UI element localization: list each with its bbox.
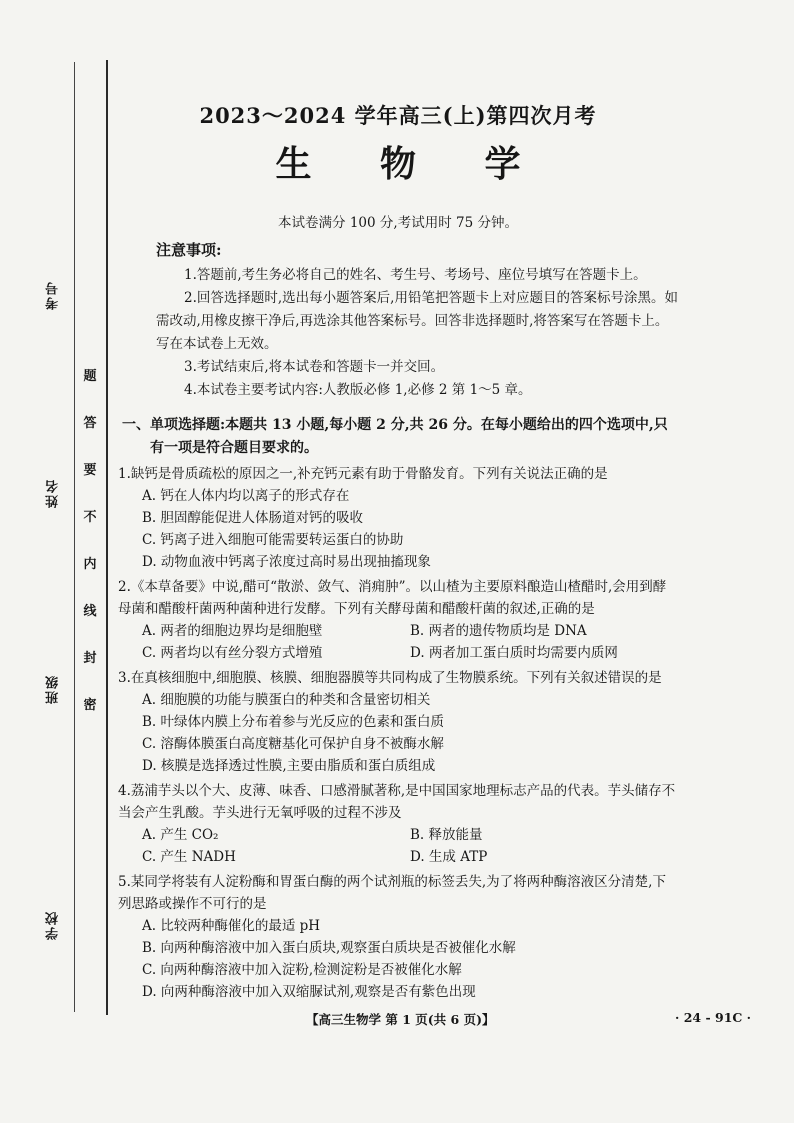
seal-char: 封 <box>83 651 97 666</box>
paper-code: · 24 - 91C · <box>675 1010 752 1025</box>
section-heading: 一、单项选择题:本题共 13 小题,每小题 2 分,共 26 分。在每小题给出的四个选项中,只有一项是符合题目要求的。 <box>122 417 668 456</box>
notice-item: 1.答题前,考生务必将自己的姓名、考生号、考场号、座位号填写在答题卡上。 <box>184 267 647 283</box>
option-a[interactable]: A. 比较两种酶催化的最适 pH <box>142 918 321 934</box>
binding-line <box>106 60 108 1015</box>
question-3 <box>118 667 678 777</box>
option-c[interactable]: C. 钙离子进入细胞可能需要转运蛋白的协助 <box>142 532 404 548</box>
notice-item: 2.回答选择题时,选出每小题答案后,用铅笔把答题卡上对应题目的答案标号涂黑。如需改动,用橡皮擦干净后,再选涂其他答案标号。回答非选择题时,将答案写在答题卡上。写在本试卷上无效。 <box>156 290 678 352</box>
school-label: 学校 <box>46 910 61 940</box>
seal-char: 答 <box>83 416 97 431</box>
option-a[interactable]: A. 细胞膜的功能与膜蛋白的种类和含量密切相关 <box>142 692 431 708</box>
question-4 <box>118 780 678 868</box>
exam-number-label: 考号 <box>46 280 61 310</box>
field-line <box>74 62 75 1012</box>
seal-char: 密 <box>83 698 97 713</box>
option-c[interactable]: C. 两者均以有丝分裂方式增殖 <box>142 645 323 661</box>
question-stem: 4.荔浦芋头以个大、皮薄、味香、口感滑腻著称,是中国国家地理标志产品的代表。芋头储存不当会产生乳酸。芋头进行无氧呼吸的过程不涉及 <box>118 783 676 821</box>
option-b[interactable]: B. 胆固醇能促进人体肠道对钙的吸收 <box>142 510 364 526</box>
option-d[interactable]: D. 动物血液中钙离子浓度过高时易出现抽搐现象 <box>142 554 431 570</box>
notice-item: 4.本试卷主要考试内容:人教版必修 1,必修 2 第 1～5 章。 <box>184 382 532 398</box>
option-a[interactable]: A. 钙在人体内均以离子的形式存在 <box>142 488 350 504</box>
question-stem: 2.《本草备要》中说,醋可“散淤、敛气、消痈肿”。以山楂为主要原料酿造山楂醋时,会用到酵母菌和醋酸杆菌两种菌种进行发酵。下列有关酵母菌和醋酸杆菌的叙述,正确的是 <box>118 579 667 617</box>
exam-title: 2023～2024 学年高三(上)第四次月考 <box>199 103 597 128</box>
question-5 <box>118 871 678 1003</box>
option-row <box>118 620 678 642</box>
notice-block <box>118 239 678 402</box>
option-a[interactable]: A. 两者的细胞边界均是细胞壁 <box>142 623 323 639</box>
exam-number-field[interactable] <box>44 280 72 340</box>
exam-meta: 本试卷满分 100 分,考试用时 75 分钟。 <box>278 215 518 231</box>
question-2 <box>118 576 678 664</box>
option-row <box>118 642 678 664</box>
option-c[interactable]: C. 产生 NADH <box>142 849 236 865</box>
main-content <box>118 100 678 1003</box>
seal-char: 不 <box>83 510 97 525</box>
seal-char: 题 <box>83 369 97 384</box>
option-c[interactable]: C. 向两种酶溶液中加入淀粉,检测淀粉是否被催化水解 <box>142 962 462 978</box>
notice-item: 3.考试结束后,将本试卷和答题卡一并交回。 <box>184 359 445 375</box>
question-1 <box>118 463 678 573</box>
question-stem: 3.在真核细胞中,细胞膜、核膜、细胞器膜等共同构成了生物膜系统。下列有关叙述错误的是 <box>118 670 662 686</box>
seal-char: 内 <box>83 557 97 572</box>
option-b[interactable]: B. 两者的遗传物质均是 DNA <box>410 623 587 639</box>
seal-line-text <box>82 370 98 746</box>
class-label: 班级 <box>46 674 61 704</box>
class-field[interactable] <box>44 674 72 734</box>
option-row <box>118 824 678 846</box>
question-stem: 1.缺钙是骨质疏松的原因之一,补充钙元素有助于骨骼发育。下列有关说法正确的是 <box>118 466 608 482</box>
question-stem: 5.某同学将装有人淀粉酶和胃蛋白酶的两个试剂瓶的标签丢失,为了将两种酶溶液区分清楚,下列思路或操作不可行的是 <box>118 874 666 912</box>
notice-title: 注意事项: <box>156 241 222 259</box>
name-field[interactable] <box>44 478 72 538</box>
option-d[interactable]: D. 两者加工蛋白质时均需要内质网 <box>410 645 618 661</box>
option-b[interactable]: B. 叶绿体内膜上分布着参与光反应的色素和蛋白质 <box>142 714 445 730</box>
school-field[interactable] <box>44 910 72 970</box>
seal-char: 要 <box>83 463 97 478</box>
option-d[interactable]: D. 生成 ATP <box>410 849 488 865</box>
subject-title: 生 物 学 <box>275 143 549 185</box>
option-d[interactable]: D. 向两种酶溶液中加入双缩脲试剂,观察是否有紫色出现 <box>142 984 476 1000</box>
option-row <box>118 846 678 868</box>
seal-char: 线 <box>83 604 97 619</box>
option-b[interactable]: B. 释放能量 <box>410 827 483 843</box>
option-c[interactable]: C. 溶酶体膜蛋白高度糖基化可保护自身不被酶水解 <box>142 736 444 752</box>
name-label: 姓名 <box>46 478 61 508</box>
option-a[interactable]: A. 产生 CO₂ <box>142 827 219 843</box>
page-number: 【高三生物学 第 1 页(共 6 页)】 <box>306 1012 495 1027</box>
option-b[interactable]: B. 向两种酶溶液中加入蛋白质块,观察蛋白质块是否被催化水解 <box>142 940 516 956</box>
option-d[interactable]: D. 核膜是选择透过性膜,主要由脂质和蛋白质组成 <box>142 758 436 774</box>
